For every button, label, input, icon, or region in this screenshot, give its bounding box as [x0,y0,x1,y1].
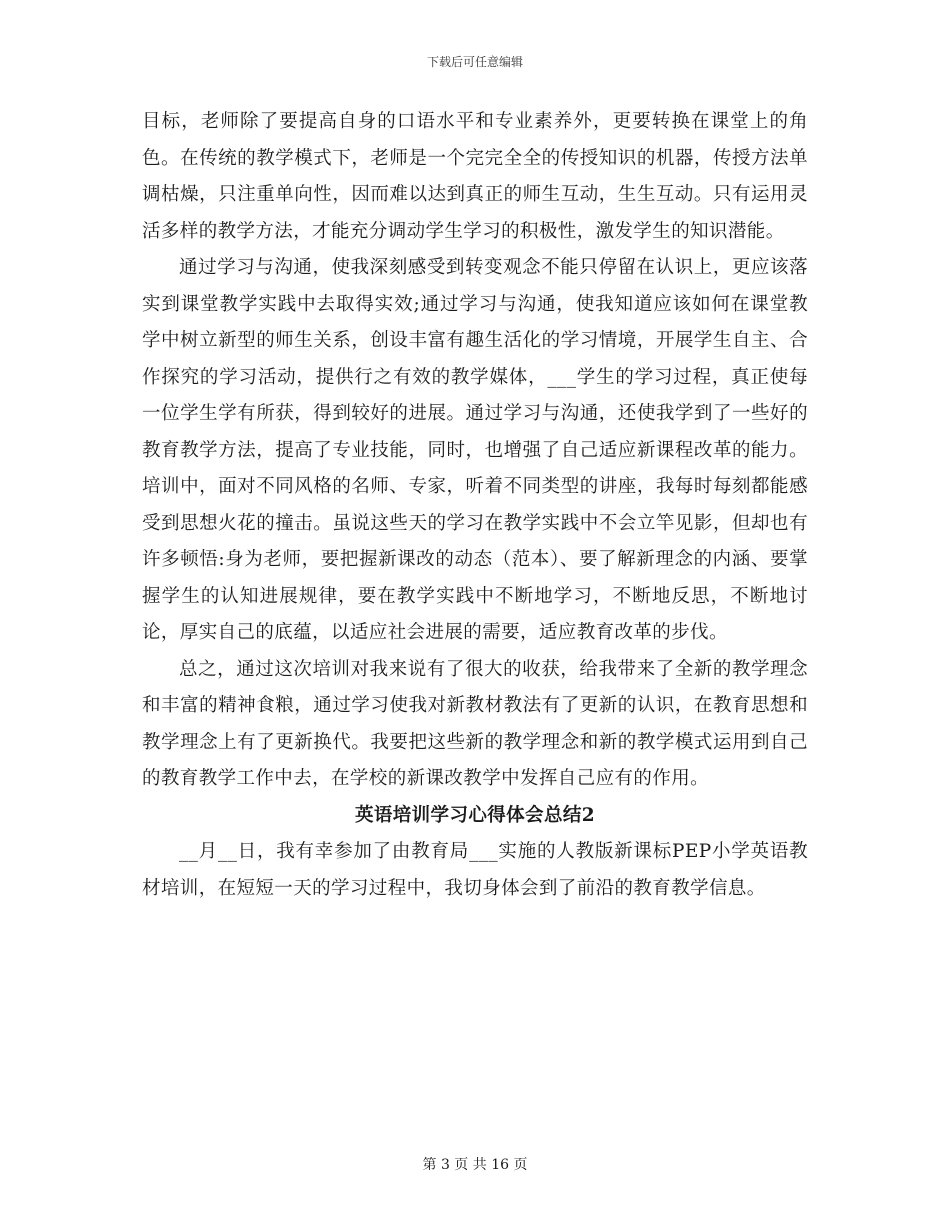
paragraph-continued: 目标，老师除了要提高自身的口语水平和专业素养外，更要转换在课堂上的角色。在传统的教学模式下，老师是一个完完全全的传授知识的机器，传授方法单调枯燥，只注重单向性，因而难以达到真正的师生互动，生生互动。只有运用灵活多样的教学方法，才能充分调动学生学习的积极性，激发学生的知识潜能。 [142,111,808,242]
document-body [142,104,808,907]
section-title: 英语培训学习心得体会总结2 [354,804,596,826]
paragraph-section-intro: __月__日，我有幸参加了由教育局___实施的人教版新课标PEP小学英语教材培训，在短短一天的学习过程中，我切身体会到了前沿的教育教学信息。 [142,841,808,899]
paragraph-conclusion: 总之，通过这次培训对我来说有了很大的收获，给我带来了全新的教学理念和丰富的精神食粮，通过学习使我对新教材教法有了更新的认识，在教育思想和教学理念上有了更新换代。我要把这些新的教学理念和新的教学模式运用到自己的教育教学工作中去，在学校的新课改教学中发挥自己应有的作用。 [142,658,808,789]
page-header: 下载后可任意编辑 [426,55,523,69]
paragraph-learning-communication: 通过学习与沟通，使我深刻感受到转变观念不能只停留在认识上，更应该落实到课堂教学实践中去取得实效;通过学习与沟通，使我知道应该如何在课堂教学中树立新型的师生关系，创设丰富有趣生活化的学习情境，开展学生自主、合作探究的学习活动，提供行之有效的教学媒体，___学生的学习过程，真正使每一位学生学有所获，得到较好的进展。通过学习与沟通，还使我学到了一些好的教育教学方法，提高了专业技能，同时，也增强了自己适应新课程改革的能力。培训中，面对不同风格的名师、专家，听着不同类型的讲座，我每时每刻都能感受到思想火花的撞击。虽说这些天的学习在教学实践中不会立竿见影，但却也有许多顿悟:身为老师，要把握新课改的动态（范本）、要了解新理念的内涵、要掌握学生的认知进展规律，要在教学实践中不断地学习，不断地反思，不断地讨论，厚实自己的底蕴，以适应社会进展的需要，适应教育改革的步伐。 [142,257,808,643]
page-footer: 第 3 页 共 16 页 [422,1157,528,1173]
